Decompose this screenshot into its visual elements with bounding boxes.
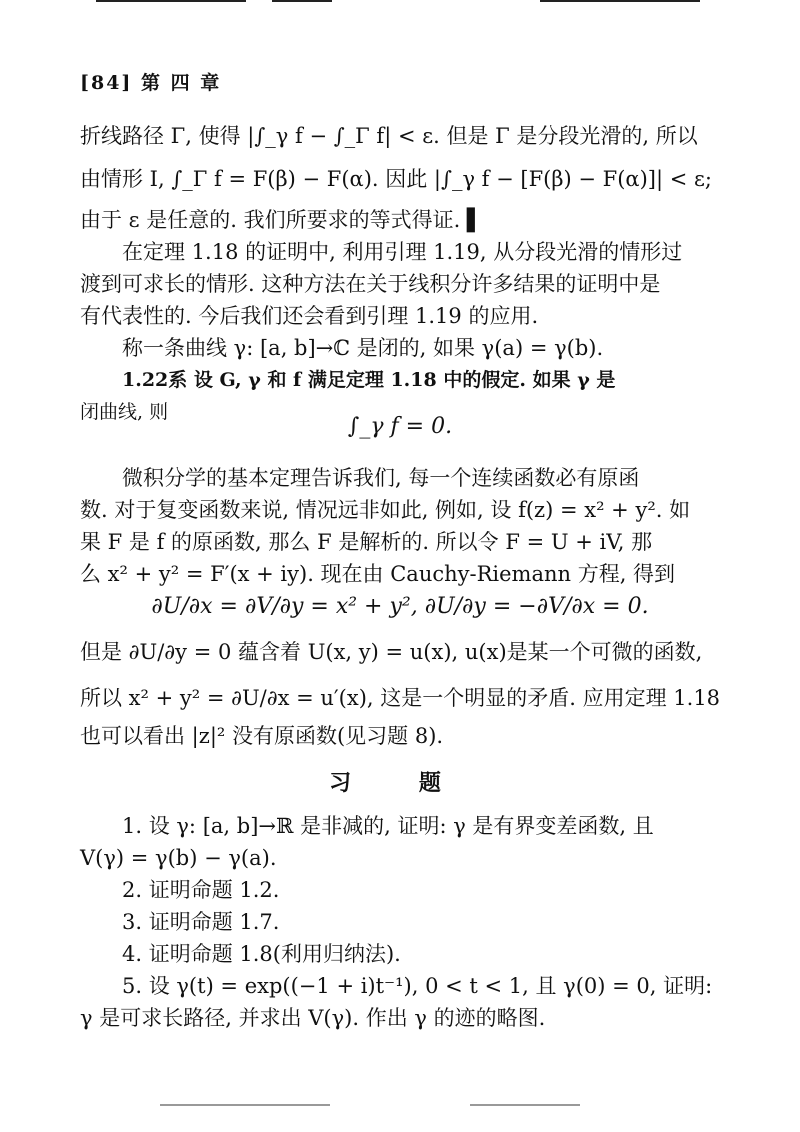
scan-noise (160, 1104, 330, 1106)
text-line: 渡到可求长的情形. 这种方法在关于线积分许多结果的证明中是 (80, 272, 661, 296)
exercise-line: 5. 设 γ(t) = exp((−1 + i)t⁻¹), 0 < t < 1, 且 γ(0) = 0, 证明: (122, 974, 713, 998)
scan-border-mark (96, 0, 246, 2)
text-line: 果 F 是 f 的原函数, 那么 F 是解析的. 所以令 F = U + iV, 那 (80, 530, 653, 554)
text-line: 在定理 1.18 的证明中, 利用引理 1.19, 从分段光滑的情形过 (122, 240, 683, 264)
equation-closed-curve: ∫_γ f = 0. (347, 414, 453, 439)
equation-cauchy-riemann: ∂U/∂x = ∂V/∂y = x² + y², ∂U/∂y = −∂V/∂x = 0. (151, 594, 649, 619)
text-line: 但是 ∂U/∂y = 0 蕴含着 U(x, y) = u(x), u(x)是某一个可微的函数, (80, 640, 703, 664)
exercises-title: 习 题 (329, 770, 471, 796)
page-header: [84] 第 四 章 (80, 72, 222, 94)
exercise-line: 1. 设 γ: [a, b]→ℝ 是非减的, 证明: γ 是有界变差函数, 且 (122, 814, 654, 838)
text-line: 也可以看出 |z|² 没有原函数(见习题 8). (80, 724, 444, 748)
text-line: 所以 x² + y² = ∂U/∂x = u′(x), 这是一个明显的矛盾. 应用定理 1.18 (80, 686, 721, 710)
text-line: 有代表性的. 今后我们还会看到引理 1.19 的应用. (80, 304, 539, 328)
text-line: 么 x² + y² = F′(x + iy). 现在由 Cauchy-Riemann 方程, 得到 (80, 562, 676, 586)
exercise-line: γ 是可求长路径, 并求出 V(γ). 作出 γ 的迹的略图. (80, 1006, 546, 1030)
exercise-line: 2. 证明命题 1.2. (122, 878, 280, 902)
text-line: 数. 对于复变函数来说, 情况远非如此, 例如, 设 f(z) = x² + y². 如 (80, 498, 691, 522)
text-line: 微积分学的基本定理告诉我们, 每一个连续函数必有原函 (122, 466, 640, 490)
scan-border-mark (540, 0, 700, 2)
text-line: 由于 ε 是任意的. 我们所要求的等式得证. ▌ (80, 208, 484, 232)
text-line: 称一条曲线 γ: [a, b]→ℂ 是闭的, 如果 γ(a) = γ(b). (122, 336, 604, 360)
scan-noise (470, 1104, 580, 1106)
exercise-line: 4. 证明命题 1.8(利用归纳法). (122, 942, 401, 966)
exercise-line: V(γ) = γ(b) − γ(a). (80, 846, 277, 870)
corollary-line: 1.22系 设 G, γ 和 f 满足定理 1.18 中的假定. 如果 γ 是 (122, 369, 616, 391)
text-line: 闭曲线, 则 (80, 401, 169, 423)
text-line: 由情形 I, ∫_Γ f = F(β) − F(α). 因此 |∫_γ f − [F(β) − F(α)]| < ε; (80, 167, 712, 191)
text-line: 折线路径 Γ, 使得 |∫_γ f − ∫_Γ f| < ε. 但是 Γ 是分段光滑的, 所以 (80, 124, 698, 148)
exercise-line: 3. 证明命题 1.7. (122, 910, 280, 934)
scan-border-mark (272, 0, 332, 2)
